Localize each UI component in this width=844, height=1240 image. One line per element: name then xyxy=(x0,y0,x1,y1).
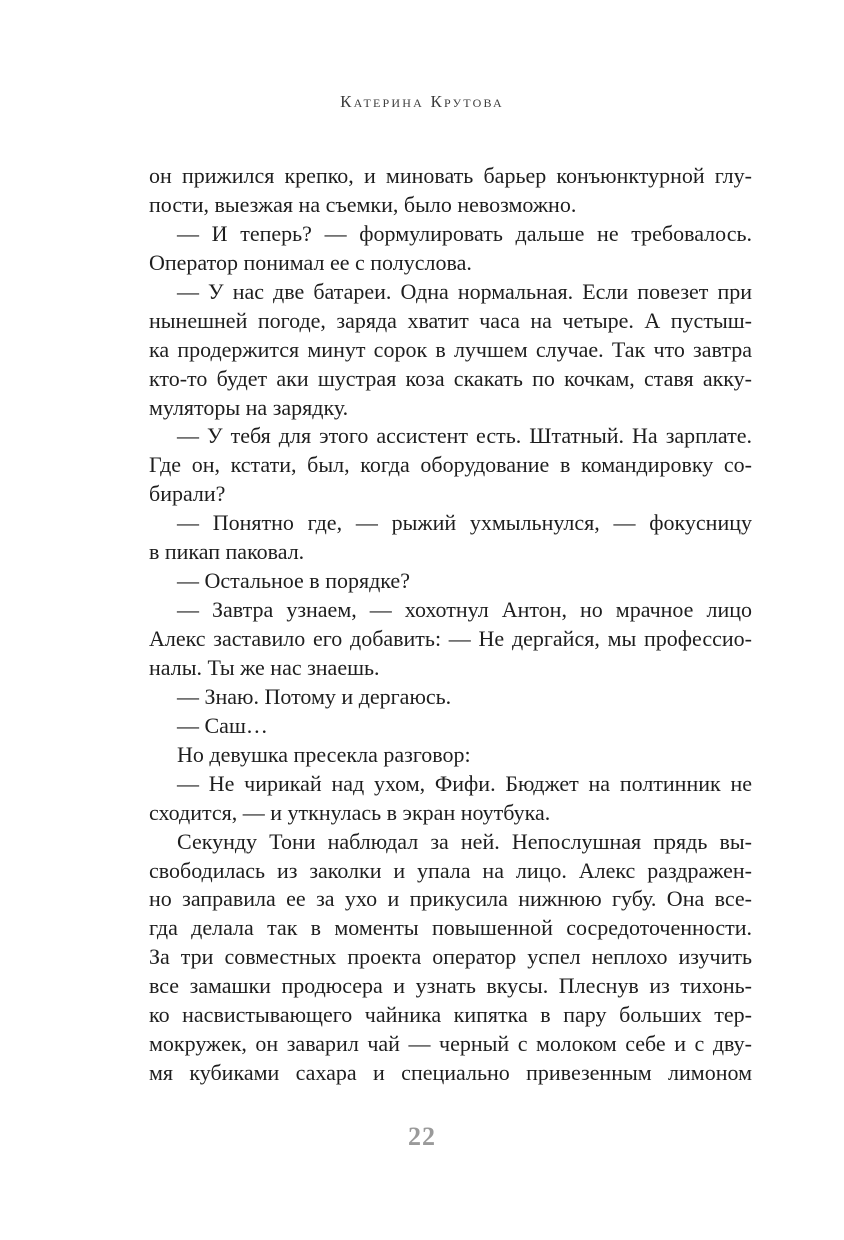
text-line: он прижился крепко, и миновать барьер конъюнктурной глу- xyxy=(149,163,752,188)
text-line: муляторы на зарядку. xyxy=(149,394,349,420)
text-line: Где он, кстати, был, когда оборудование в командировку со- xyxy=(149,452,752,478)
text-line: — Остальное в порядке? xyxy=(177,568,410,594)
text-line: — И теперь? — формулировать дальше не требовалось. xyxy=(177,220,752,246)
text-line: ко насвистывающего чайника кипятка в пару больших тер- xyxy=(149,1002,752,1028)
text-line: — Знаю. Потому и дергаюсь. xyxy=(177,683,452,709)
text-line: нынешней погоде, заряда хватит часа на четыре. А пустыш- xyxy=(149,307,752,333)
text-line: в пикап паковал. xyxy=(149,539,305,565)
text-line: мя кубиками сахара и специально привезенным лимоном xyxy=(149,1060,752,1086)
text-line: — У нас две батареи. Одна нормальная. Если повезет при xyxy=(177,278,752,304)
text-line: — Понятно где, — рыжий ухмыльнулся, — фокусницу xyxy=(177,510,752,536)
text-line: — Завтра узнаем, — хохотнул Антон, но мрачное лицо xyxy=(177,597,752,623)
text-line: пости, выезжая на съемки, было невозможно. xyxy=(149,191,577,217)
text-line: но заправила ее за ухо и прикусила нижнюю губу. Она все- xyxy=(149,886,752,912)
text-line: все замашки продюсера и узнать вкусы. Плеснув из тихонь- xyxy=(149,973,752,999)
text-line: Оператор понимал ее с полуслова. xyxy=(149,249,472,275)
text-line: За три совместных проекта оператор успел неплохо изучить xyxy=(149,944,752,970)
text-line: — Саш… xyxy=(177,712,268,738)
running-header-author: Катерина Крутова xyxy=(340,92,504,111)
text-line: бирали? xyxy=(149,481,226,507)
text-line: Но девушка пресекла разговор: xyxy=(177,741,471,767)
body-text xyxy=(149,162,752,1088)
text-line: Алекс заставило его добавить: — Не дергайся, мы профессио- xyxy=(149,626,752,651)
text-line: налы. Ты же нас знаешь. xyxy=(149,654,380,680)
text-line: Секунду Тони наблюдал за ней. Непослушная прядь вы- xyxy=(177,828,752,854)
text-line: кто-то будет аки шустрая коза скакать по кочкам, ставя акку- xyxy=(149,365,752,391)
text-line: гда делала так в моменты повышенной сосредоточенности. xyxy=(149,915,752,941)
page-number: 22 xyxy=(408,1122,436,1151)
text-line: — Не чирикай над ухом, Фифи. Бюджет на полтинник не xyxy=(177,770,752,796)
text-line: — У тебя для этого ассистент есть. Штатный. На зарплате. xyxy=(177,423,752,449)
text-line: сходится, — и уткнулась в экран ноутбука. xyxy=(149,799,551,825)
text-line: свободилась из заколки и упала на лицо. Алекс раздражен- xyxy=(149,857,752,883)
text-line: мокружек, он заварил чай — черный с молоком себе и с дву- xyxy=(149,1031,752,1057)
text-line: ка продержится минут сорок в лучшем случае. Так что завтра xyxy=(149,336,752,362)
